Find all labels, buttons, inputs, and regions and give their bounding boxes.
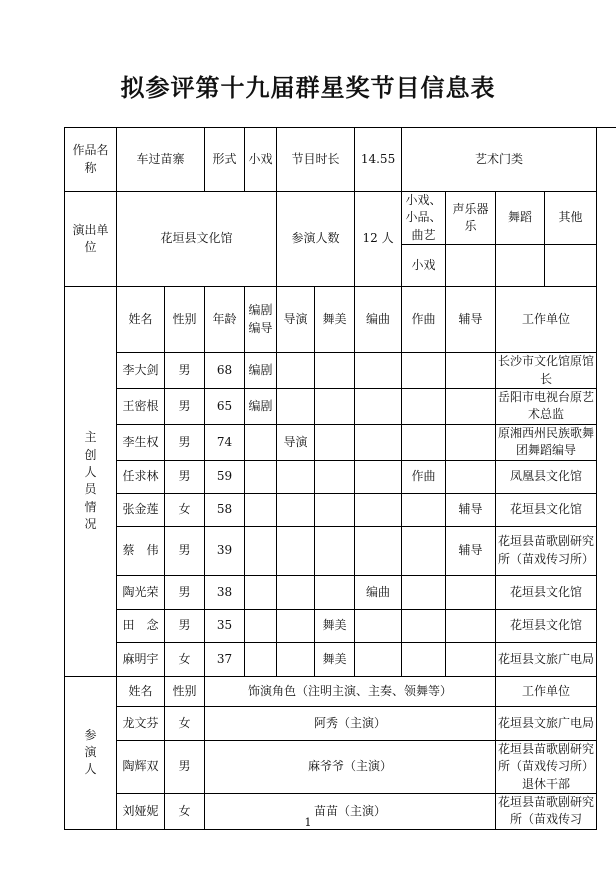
member-fudao: 辅导 — [446, 526, 496, 575]
member-gender: 女 — [165, 493, 205, 526]
performer-unit: 花垣县苗歌剧研究所（苗戏传习 — [496, 793, 597, 829]
member-daoyan — [277, 460, 315, 493]
member-bianju: 编剧 — [245, 388, 277, 424]
member-gender: 女 — [165, 642, 205, 676]
duration-value: 14.55 — [355, 128, 402, 192]
member-bianju — [245, 424, 277, 460]
table-row — [65, 740, 597, 793]
performer-unit: 花垣县文旅广电局 — [496, 706, 597, 740]
member-bianju — [245, 460, 277, 493]
member-wumei — [315, 388, 355, 424]
duration-label: 节目时长 — [277, 128, 355, 192]
category-empty-3 — [545, 245, 597, 287]
member-daoyan — [277, 388, 315, 424]
performer-name: 刘娅妮 — [117, 793, 165, 829]
category-option-xiaoxi: 小戏、小品、曲艺 — [402, 192, 446, 245]
member-unit: 花垣县文化馆 — [496, 575, 597, 609]
category-label: 艺术门类 — [402, 128, 597, 192]
unit-label: 演出单位 — [65, 192, 117, 287]
table-row — [65, 460, 597, 493]
member-zuoqu — [402, 493, 446, 526]
member-name: 张金莲 — [117, 493, 165, 526]
member-name: 王密根 — [117, 388, 165, 424]
header-zuoqu: 作曲 — [402, 287, 446, 353]
member-age: 59 — [205, 460, 245, 493]
member-fudao — [446, 460, 496, 493]
member-wumei — [315, 353, 355, 389]
category-empty-1 — [446, 245, 496, 287]
member-zuoqu — [402, 609, 446, 642]
member-daoyan — [277, 353, 315, 389]
table-row — [65, 575, 597, 609]
member-age: 37 — [205, 642, 245, 676]
category-option-shengyue: 声乐器乐 — [446, 192, 496, 245]
member-gender: 男 — [165, 575, 205, 609]
member-unit: 长沙市文化馆原馆长 — [496, 353, 597, 389]
member-bianqu: 编曲 — [355, 575, 402, 609]
header-bianqu: 编曲 — [355, 287, 402, 353]
member-zuoqu: 作曲 — [402, 460, 446, 493]
member-age: 35 — [205, 609, 245, 642]
category-option-qita: 其他 — [545, 192, 597, 245]
member-gender: 男 — [165, 424, 205, 460]
member-daoyan: 导演 — [277, 424, 315, 460]
performer-role: 阿秀（主演） — [205, 706, 496, 740]
member-zuoqu — [402, 526, 446, 575]
member-bianqu — [355, 388, 402, 424]
member-name: 陶光荣 — [117, 575, 165, 609]
member-wumei: 舞美 — [315, 609, 355, 642]
member-name: 田 念 — [117, 609, 165, 642]
member-unit: 花垣县苗歌剧研究所（苗戏传习所） — [496, 526, 597, 575]
header-unit: 工作单位 — [496, 287, 597, 353]
member-gender: 男 — [165, 526, 205, 575]
member-unit: 花垣县文化馆 — [496, 493, 597, 526]
member-zuoqu — [402, 575, 446, 609]
table-row — [65, 353, 597, 389]
member-unit: 凤凰县文化馆 — [496, 460, 597, 493]
performers-section — [65, 676, 597, 829]
member-fudao — [446, 642, 496, 676]
member-unit: 岳阳市电视台原艺术总监 — [496, 388, 597, 424]
table-row — [65, 424, 597, 460]
form-value: 小戏 — [245, 128, 277, 192]
table-row — [65, 642, 597, 676]
table-row — [65, 388, 597, 424]
member-fudao — [446, 424, 496, 460]
performer-gender: 男 — [165, 740, 205, 793]
member-gender: 男 — [165, 460, 205, 493]
category-selected: 小戏 — [402, 245, 446, 287]
member-gender: 男 — [165, 353, 205, 389]
member-unit: 原湘西州民族歌舞团舞蹈编导 — [496, 424, 597, 460]
creative-section — [65, 287, 597, 677]
performer-role: 麻爷爷（主演） — [205, 740, 496, 793]
member-age: 38 — [205, 575, 245, 609]
table-row — [65, 706, 597, 740]
form-label: 形式 — [205, 128, 245, 192]
member-bianju — [245, 526, 277, 575]
performer-gender: 女 — [165, 706, 205, 740]
member-daoyan — [277, 609, 315, 642]
member-wumei — [315, 493, 355, 526]
program-info-table — [64, 127, 597, 830]
member-fudao — [446, 575, 496, 609]
table-row — [65, 609, 597, 642]
member-fudao — [446, 609, 496, 642]
category-option-wudao: 舞蹈 — [496, 192, 545, 245]
work-name-label: 作品名称 — [65, 128, 117, 192]
member-wumei: 舞美 — [315, 642, 355, 676]
member-fudao — [446, 353, 496, 389]
member-unit: 花垣县文旅广电局 — [496, 642, 597, 676]
member-gender: 男 — [165, 388, 205, 424]
member-bianqu — [355, 526, 402, 575]
header-daoyan: 导演 — [277, 287, 315, 353]
info-row-1 — [65, 128, 597, 192]
header-name: 姓名 — [117, 287, 165, 353]
participants-value: 12 人 — [355, 192, 402, 287]
unit-value: 花垣县文化馆 — [117, 192, 277, 287]
member-unit: 花垣县文化馆 — [496, 609, 597, 642]
table-row — [65, 493, 597, 526]
page-number: 1 — [304, 816, 312, 829]
performer-unit: 花垣县苗歌剧研究所（苗戏传习所）退休干部 — [496, 740, 597, 793]
member-zuoqu — [402, 388, 446, 424]
perf-header-gender: 性别 — [165, 676, 205, 706]
member-zuoqu — [402, 353, 446, 389]
work-name-value: 车过苗寨 — [117, 128, 205, 192]
member-daoyan — [277, 642, 315, 676]
member-daoyan — [277, 493, 315, 526]
member-name: 李生权 — [117, 424, 165, 460]
member-age: 74 — [205, 424, 245, 460]
member-bianju — [245, 493, 277, 526]
member-bianju — [245, 575, 277, 609]
member-bianju — [245, 609, 277, 642]
category-empty-2 — [496, 245, 545, 287]
member-name: 李大剑 — [117, 353, 165, 389]
member-age: 39 — [205, 526, 245, 575]
member-wumei — [315, 575, 355, 609]
header-fudao: 辅导 — [446, 287, 496, 353]
member-zuoqu — [402, 642, 446, 676]
member-age: 68 — [205, 353, 245, 389]
member-bianqu — [355, 460, 402, 493]
header-age: 年龄 — [205, 287, 245, 353]
perf-header-unit: 工作单位 — [496, 676, 597, 706]
member-gender: 男 — [165, 609, 205, 642]
member-bianju: 编剧 — [245, 353, 277, 389]
performer-name: 陶辉双 — [117, 740, 165, 793]
member-bianqu — [355, 424, 402, 460]
info-row-2 — [65, 192, 597, 245]
member-bianqu — [355, 642, 402, 676]
member-bianqu — [355, 493, 402, 526]
performer-role: 苗苗（主演） — [205, 793, 496, 829]
member-bianqu — [355, 609, 402, 642]
member-fudao: 辅导 — [446, 493, 496, 526]
member-name: 任求林 — [117, 460, 165, 493]
member-wumei — [315, 424, 355, 460]
performer-gender: 女 — [165, 793, 205, 829]
participants-label: 参演人数 — [277, 192, 355, 287]
performer-name: 龙文芬 — [117, 706, 165, 740]
performers-header-row — [65, 676, 597, 706]
member-age: 58 — [205, 493, 245, 526]
perf-header-role: 饰演角色（注明主演、主奏、领舞等） — [205, 676, 496, 706]
header-wumei: 舞美 — [315, 287, 355, 353]
table-row — [65, 526, 597, 575]
member-name: 蔡 伟 — [117, 526, 165, 575]
header-bianju: 编剧编导 — [245, 287, 277, 353]
header-gender: 性别 — [165, 287, 205, 353]
creative-header-row — [65, 287, 597, 353]
member-daoyan — [277, 575, 315, 609]
member-wumei — [315, 526, 355, 575]
creative-section-label: 主 创 人 员 情 况 — [65, 287, 117, 677]
member-bianju — [245, 642, 277, 676]
member-age: 65 — [205, 388, 245, 424]
member-name: 麻明宇 — [117, 642, 165, 676]
member-daoyan — [277, 526, 315, 575]
member-wumei — [315, 460, 355, 493]
performers-section-label: 参 演 人 — [65, 676, 117, 829]
page-title: 拟参评第十九届群星奖节目信息表 — [120, 74, 496, 102]
member-zuoqu — [402, 424, 446, 460]
member-fudao — [446, 388, 496, 424]
member-bianqu — [355, 353, 402, 389]
info-section — [65, 128, 597, 287]
perf-header-name: 姓名 — [117, 676, 165, 706]
